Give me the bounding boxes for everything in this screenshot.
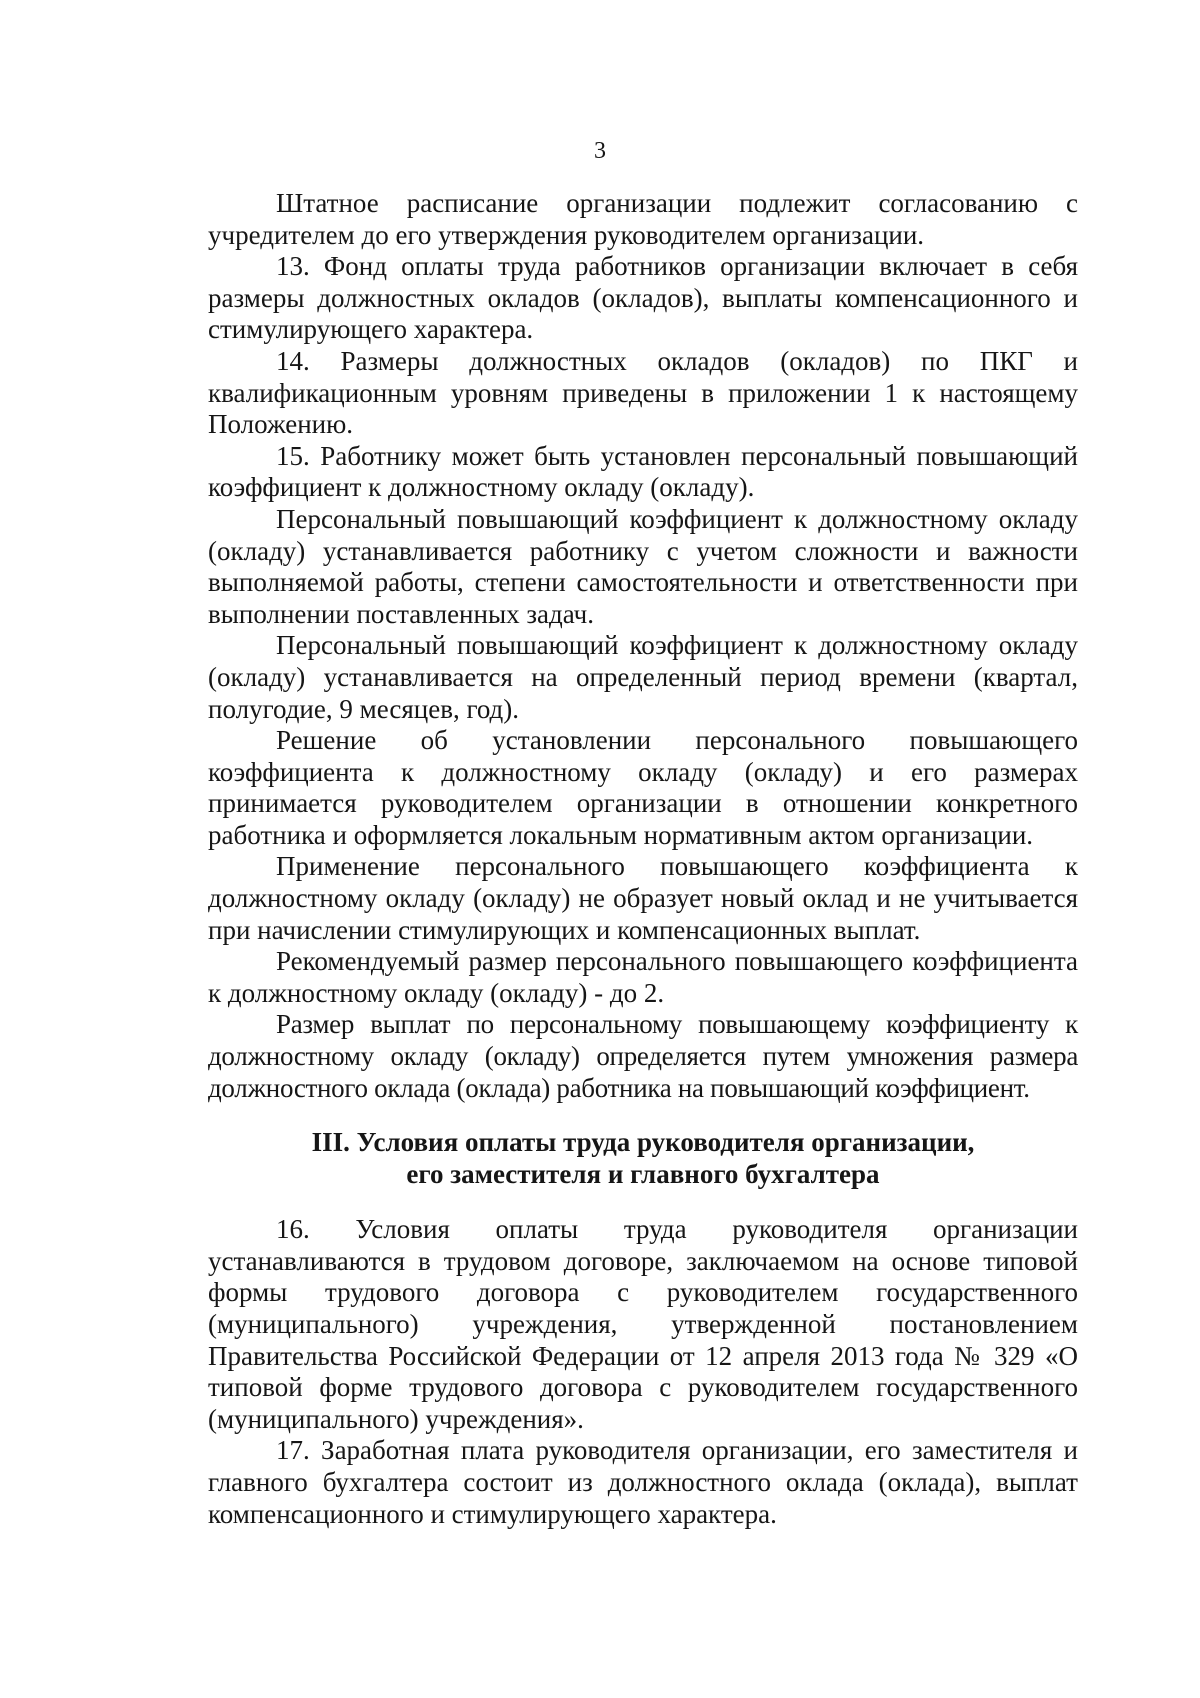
section-heading-line-1: III. Условия оплаты труда руководителя организации, (311, 1127, 975, 1158)
paragraph-13-wage-fund: 13. Фонд оплаты труда работников организации включает в себя размеры должностных окладов (окладов), выплаты компенсационного и стимулирующего характера. (208, 251, 1078, 345)
paragraph-payment-calculation: Размер выплат по персональному повышающему коэффициенту к должностному окладу (окладу) определяется путем умножения размера должностного оклада (оклада) работника на повышающий коэффициент. (208, 1009, 1078, 1103)
paragraph-coefficient-decision: Решение об установлении персонального повышающего коэффициента к должностному окладу (окладу) и его размерах принимается руководителем организации в отношении конкретного работника и оформляется локальным нормативным актом организации. (208, 725, 1078, 850)
document-body (208, 188, 1078, 1530)
paragraph-coefficient-criteria: Персональный повышающий коэффициент к должностному окладу (окладу) устанавливается работнику с учетом сложности и важности выполняемой работы, степени самостоятельности и ответственности при выполнении поставленных задач. (208, 503, 1078, 629)
paragraph-staff-schedule: Штатное расписание организации подлежит согласованию с учредителем до его утверждения руководителем организации. (208, 188, 1078, 250)
paragraph-15-personal-coefficient: 15. Работнику может быть установлен персональный повышающий коэффициент к должностному окладу (окладу). (208, 440, 1078, 503)
section-heading-iii (208, 1126, 1078, 1190)
page-number: 3 (594, 138, 606, 164)
paragraph-recommended-coefficient: Рекомендуемый размер персонального повышающего коэффициента к должностному окладу (окладу) - до 2. (208, 946, 1078, 1008)
paragraph-coefficient-period: Персональный повышающий коэффициент к должностному окладу (окладу) устанавливается на определенный период времени (квартал, полугодие, 9 месяцев, год). (208, 630, 1078, 724)
section-heading-line-2: его заместителя и главного бухгалтера (406, 1159, 880, 1190)
paragraph-17-head-salary-composition: 17. Заработная плата руководителя организации, его заместителя и главного бухгалтера состоит из должностного оклада (оклада), выплат компенсационного и стимулирующего характера. (208, 1435, 1078, 1529)
paragraph-16-head-pay-conditions: 16. Условия оплаты труда руководителя организации устанавливаются в трудовом договоре, заключаемом на основе типовой формы трудового договора с руководителем государственного (муниципального) учреждения, утвержденной постановлением Правительства Российской Федерации от 12 апреля 2013 года № 329 «О типовой форме трудового договора с руководителем государственного (муниципального) учреждения». (208, 1214, 1078, 1434)
paragraph-14-salary-sizes: 14. Размеры должностных окладов (окладов) по ПКГ и квалификационным уровням приведены в приложении 1 к настоящему Положению. (208, 345, 1078, 440)
paragraph-coefficient-application: Применение персонального повышающего коэффициента к должностному окладу (окладу) не образует новый оклад и не учитывается при начислении стимулирующих и компенсационных выплат. (208, 851, 1078, 945)
